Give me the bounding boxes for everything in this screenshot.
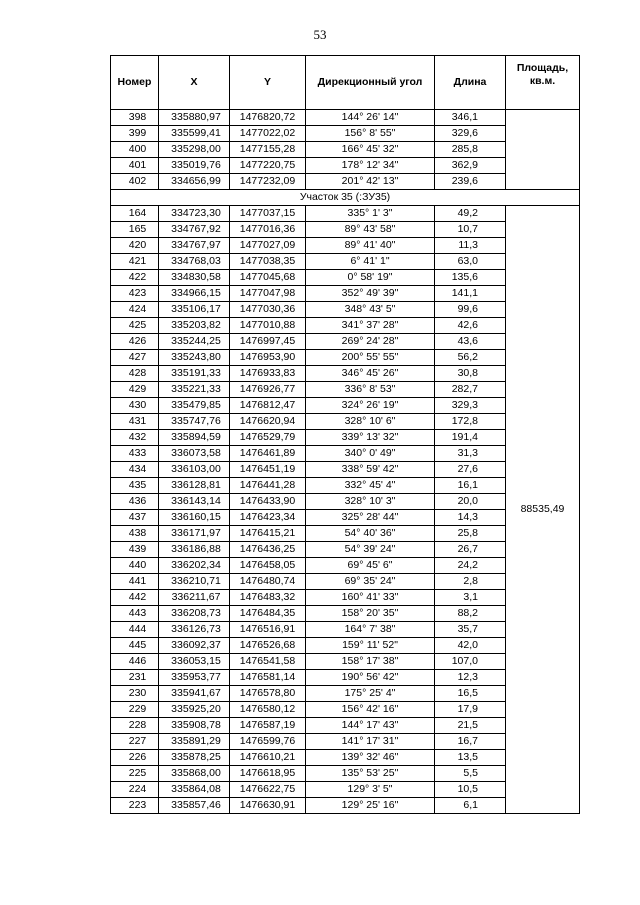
cell-x: 336211,67 [159,590,230,606]
cell-length: 362,9 [435,158,506,174]
cell-angle: 54° 40' 36" [306,526,435,542]
cell-angle: 328° 10' 6" [306,414,435,430]
cell-angle: 129° 3' 5" [306,782,435,798]
cell-x: 335864,08 [159,782,230,798]
cell-y: 1477037,15 [230,206,306,222]
cell-y: 1476630,91 [230,798,306,814]
cell-x: 334767,97 [159,238,230,254]
cell-length: 20,0 [435,494,506,510]
cell-y: 1476480,74 [230,574,306,590]
cell-number: 165 [111,222,159,238]
cell-length: 239,6 [435,174,506,190]
header-number: Номер [111,56,159,110]
cell-length: 285,8 [435,142,506,158]
cell-angle: 156° 42' 16" [306,702,435,718]
cell-number: 428 [111,366,159,382]
cell-angle: 89° 43' 58" [306,222,435,238]
cell-x: 335106,17 [159,302,230,318]
cell-angle: 178° 12' 34" [306,158,435,174]
cell-x: 336143,14 [159,494,230,510]
cell-number: 445 [111,638,159,654]
cell-angle: 129° 25' 16" [306,798,435,814]
cell-x: 335203,82 [159,318,230,334]
section-title: Участок 35 (:ЗУ35) [111,190,580,206]
cell-number: 224 [111,782,159,798]
header-length: Длина [435,56,506,110]
cell-x: 336160,15 [159,510,230,526]
cell-x: 334966,15 [159,286,230,302]
cell-x: 335891,29 [159,734,230,750]
cell-y: 1477220,75 [230,158,306,174]
cell-length: 63,0 [435,254,506,270]
cell-y: 1476933,83 [230,366,306,382]
cell-angle: 324° 26' 19" [306,398,435,414]
area-cell-empty [506,110,580,190]
cell-y: 1477030,36 [230,302,306,318]
table-body [111,110,580,814]
cell-number: 438 [111,526,159,542]
cell-length: 5,5 [435,766,506,782]
cell-number: 230 [111,686,159,702]
cell-angle: 156° 8' 55" [306,126,435,142]
cell-angle: 336° 8' 53" [306,382,435,398]
cell-y: 1477155,28 [230,142,306,158]
cell-y: 1476441,28 [230,478,306,494]
cell-length: 56,2 [435,350,506,366]
cell-x: 335878,25 [159,750,230,766]
cell-y: 1476461,89 [230,446,306,462]
cell-x: 335747,76 [159,414,230,430]
cell-length: 135,6 [435,270,506,286]
cell-x: 335243,80 [159,350,230,366]
cell-angle: 269° 24' 28" [306,334,435,350]
cell-x: 335941,67 [159,686,230,702]
cell-y: 1477016,36 [230,222,306,238]
area-value: 88535,49 [506,206,580,814]
cell-x: 335599,41 [159,126,230,142]
cell-angle: 339° 13' 32" [306,430,435,446]
cell-y: 1476997,45 [230,334,306,350]
cell-number: 422 [111,270,159,286]
cell-y: 1476516,91 [230,622,306,638]
cell-x: 336126,73 [159,622,230,638]
cell-length: 16,7 [435,734,506,750]
cell-angle: 135° 53' 25" [306,766,435,782]
cell-length: 42,0 [435,638,506,654]
cell-x: 336053,15 [159,654,230,670]
cell-length: 14,3 [435,510,506,526]
cell-x: 336092,37 [159,638,230,654]
header-row [111,56,580,110]
cell-number: 437 [111,510,159,526]
cell-length: 282,7 [435,382,506,398]
cell-angle: 69° 35' 24" [306,574,435,590]
cell-x: 335857,46 [159,798,230,814]
cell-y: 1476618,95 [230,766,306,782]
cell-y: 1476610,21 [230,750,306,766]
cell-y: 1476436,25 [230,542,306,558]
cell-x: 336208,73 [159,606,230,622]
cell-y: 1476458,05 [230,558,306,574]
cell-length: 16,1 [435,478,506,494]
cell-number: 439 [111,542,159,558]
cell-angle: 352° 49' 39" [306,286,435,302]
cell-length: 49,2 [435,206,506,222]
cell-x: 335894,59 [159,430,230,446]
cell-x: 336103,00 [159,462,230,478]
cell-number: 400 [111,142,159,158]
cell-number: 423 [111,286,159,302]
cell-y: 1476620,94 [230,414,306,430]
cell-y: 1477038,35 [230,254,306,270]
cell-y: 1476483,32 [230,590,306,606]
cell-x: 336171,97 [159,526,230,542]
cell-angle: 325° 28' 44" [306,510,435,526]
cell-x: 334830,58 [159,270,230,286]
cell-length: 31,3 [435,446,506,462]
cell-y: 1476599,76 [230,734,306,750]
cell-y: 1476526,68 [230,638,306,654]
cell-y: 1476580,12 [230,702,306,718]
cell-angle: 158° 17' 38" [306,654,435,670]
cell-number: 444 [111,622,159,638]
cell-angle: 346° 45' 26" [306,366,435,382]
cell-angle: 158° 20' 35" [306,606,435,622]
cell-y: 1476529,79 [230,430,306,446]
cell-length: 3,1 [435,590,506,606]
cell-angle: 0° 58' 19" [306,270,435,286]
cell-angle: 139° 32' 46" [306,750,435,766]
cell-x: 334723,30 [159,206,230,222]
cell-y: 1476451,19 [230,462,306,478]
cell-number: 435 [111,478,159,494]
cell-angle: 340° 0' 49" [306,446,435,462]
cell-x: 335298,00 [159,142,230,158]
cell-length: 35,7 [435,622,506,638]
cell-angle: 332° 45' 4" [306,478,435,494]
cell-length: 88,2 [435,606,506,622]
cell-y: 1477045,68 [230,270,306,286]
cell-x: 335221,33 [159,382,230,398]
cell-angle: 190° 56' 42" [306,670,435,686]
cell-length: 42,6 [435,318,506,334]
cell-number: 442 [111,590,159,606]
cell-x: 335191,33 [159,366,230,382]
cell-angle: 338° 59' 42" [306,462,435,478]
cell-number: 421 [111,254,159,270]
cell-x: 335908,78 [159,718,230,734]
cell-y: 1476622,75 [230,782,306,798]
cell-number: 402 [111,174,159,190]
cell-number: 426 [111,334,159,350]
cell-x: 334767,92 [159,222,230,238]
cell-y: 1476587,19 [230,718,306,734]
cell-y: 1476541,58 [230,654,306,670]
cell-x: 334768,03 [159,254,230,270]
cell-x: 335019,76 [159,158,230,174]
cell-angle: 144° 26' 14" [306,110,435,126]
cell-angle: 328° 10' 3" [306,494,435,510]
cell-y: 1477232,09 [230,174,306,190]
cell-number: 226 [111,750,159,766]
cell-length: 141,1 [435,286,506,302]
cell-angle: 159° 11' 52" [306,638,435,654]
cell-length: 30,8 [435,366,506,382]
cell-x: 336186,88 [159,542,230,558]
cell-number: 436 [111,494,159,510]
page-number: 53 [313,27,327,42]
cell-angle: 164° 7' 38" [306,622,435,638]
cell-number: 420 [111,238,159,254]
cell-x: 336128,81 [159,478,230,494]
section-row [111,190,580,206]
cell-y: 1477047,98 [230,286,306,302]
cell-x: 336202,34 [159,558,230,574]
cell-length: 10,5 [435,782,506,798]
cell-number: 429 [111,382,159,398]
cell-x: 336210,71 [159,574,230,590]
cell-length: 13,5 [435,750,506,766]
cell-length: 2,8 [435,574,506,590]
cell-length: 172,8 [435,414,506,430]
cell-x: 335880,97 [159,110,230,126]
cell-y: 1476484,35 [230,606,306,622]
cell-y: 1476423,34 [230,510,306,526]
cell-angle: 54° 39' 24" [306,542,435,558]
cell-number: 434 [111,462,159,478]
cell-number: 440 [111,558,159,574]
cell-angle: 141° 17' 31" [306,734,435,750]
cell-number: 432 [111,430,159,446]
cell-number: 399 [111,126,159,142]
cell-x: 334656,99 [159,174,230,190]
cell-x: 335868,00 [159,766,230,782]
cell-y: 1476926,77 [230,382,306,398]
cell-length: 11,3 [435,238,506,254]
coordinates-table [110,55,580,814]
cell-length: 329,6 [435,126,506,142]
cell-angle: 69° 45' 6" [306,558,435,574]
header-direction-angle: Дирекционный угол [306,56,435,110]
cell-angle: 160° 41' 33" [306,590,435,606]
table-row [111,110,580,126]
cell-number: 231 [111,670,159,686]
cell-angle: 201° 42' 13" [306,174,435,190]
cell-length: 6,1 [435,798,506,814]
cell-number: 223 [111,798,159,814]
cell-length: 10,7 [435,222,506,238]
cell-number: 228 [111,718,159,734]
cell-length: 191,4 [435,430,506,446]
cell-number: 431 [111,414,159,430]
cell-number: 227 [111,734,159,750]
cell-x: 336073,58 [159,446,230,462]
header-area: Площадь, кв.м. [506,56,580,110]
cell-x: 335953,77 [159,670,230,686]
cell-y: 1476578,80 [230,686,306,702]
cell-length: 329,3 [435,398,506,414]
cell-y: 1477010,88 [230,318,306,334]
cell-x: 335925,20 [159,702,230,718]
cell-number: 225 [111,766,159,782]
cell-angle: 175° 25' 4" [306,686,435,702]
header-x: X [159,56,230,110]
cell-length: 43,6 [435,334,506,350]
cell-angle: 348° 43' 5" [306,302,435,318]
cell-angle: 341° 37' 28" [306,318,435,334]
cell-number: 441 [111,574,159,590]
cell-length: 21,5 [435,718,506,734]
cell-x: 335479,85 [159,398,230,414]
cell-number: 229 [111,702,159,718]
cell-number: 446 [111,654,159,670]
cell-angle: 335° 1' 3" [306,206,435,222]
cell-y: 1476433,90 [230,494,306,510]
cell-length: 346,1 [435,110,506,126]
cell-number: 430 [111,398,159,414]
table-row [111,206,580,222]
cell-length: 107,0 [435,654,506,670]
cell-angle: 144° 17' 43" [306,718,435,734]
cell-length: 99,6 [435,302,506,318]
header-y: Y [230,56,306,110]
cell-length: 16,5 [435,686,506,702]
cell-number: 425 [111,318,159,334]
cell-y: 1476953,90 [230,350,306,366]
cell-number: 398 [111,110,159,126]
cell-number: 427 [111,350,159,366]
cell-length: 27,6 [435,462,506,478]
cell-angle: 200° 55' 55" [306,350,435,366]
cell-number: 443 [111,606,159,622]
cell-y: 1476415,21 [230,526,306,542]
cell-number: 164 [111,206,159,222]
cell-number: 401 [111,158,159,174]
cell-x: 335244,25 [159,334,230,350]
cell-y: 1476581,14 [230,670,306,686]
cell-length: 24,2 [435,558,506,574]
cell-length: 26,7 [435,542,506,558]
cell-angle: 89° 41' 40" [306,238,435,254]
cell-angle: 166° 45' 32" [306,142,435,158]
cell-y: 1477027,09 [230,238,306,254]
cell-y: 1477022,02 [230,126,306,142]
cell-length: 25,8 [435,526,506,542]
cell-length: 17,9 [435,702,506,718]
cell-length: 12,3 [435,670,506,686]
cell-number: 424 [111,302,159,318]
cell-y: 1476820,72 [230,110,306,126]
cell-y: 1476812,47 [230,398,306,414]
cell-number: 433 [111,446,159,462]
cell-angle: 6° 41' 1" [306,254,435,270]
